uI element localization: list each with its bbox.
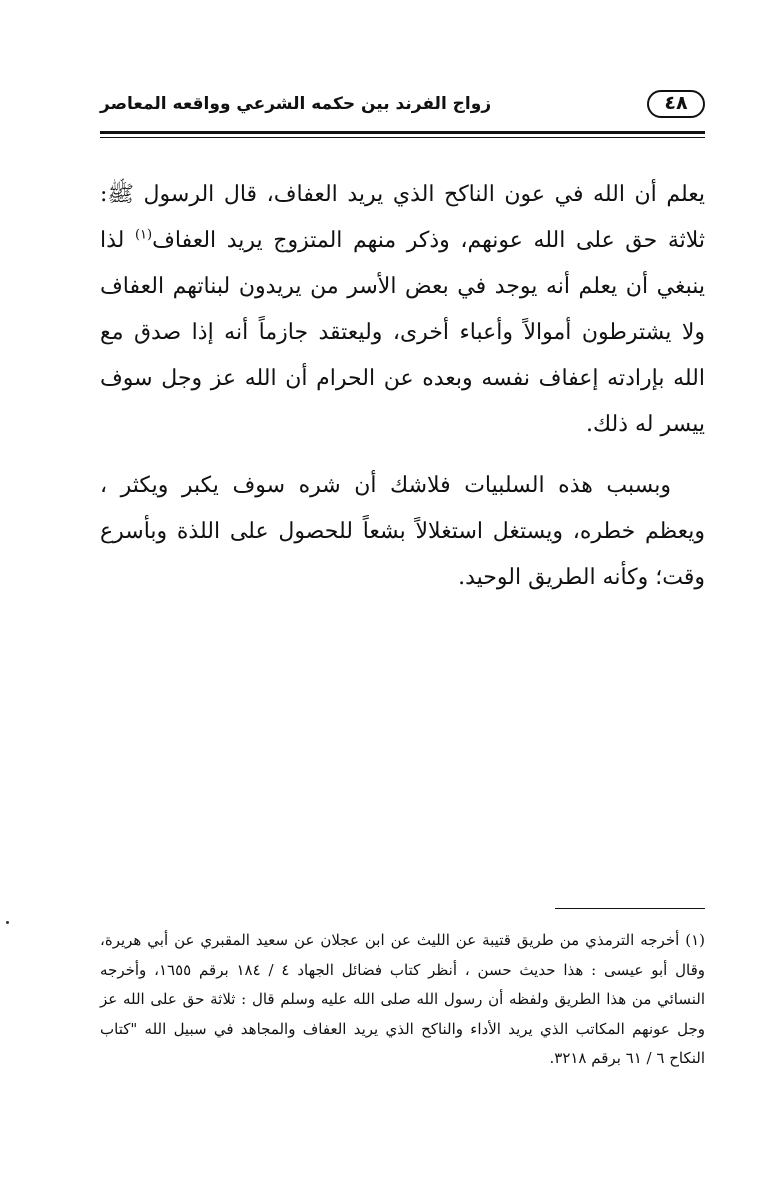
footnote-reference[interactable]: (١) xyxy=(134,227,153,243)
running-title: زواج الفرند بين حكمه الشرعي وواقعه المعاصر xyxy=(100,94,492,114)
footnote-text: أخرجه الترمذي من طريق قتيبة عن الليث عن ابن عجلان عن سعيد المقبري عن أبي هريرة، وقال أبو عيسى : هذا حديث حسن ، أنظر كتاب فضائل الجهاد ٤ / ١٨٤ برقم ١٦٥٥، وأخرجه النسائي من هذا الطريق ولفظه أن رسول الله صلى الله عليه وسلم قال : ثلاثة حق على الله عز وجل عونهم المكاتب الذي يريد الأداء والناكح الذي يريد العفاف والمجاهد في سبيل الله "كتاب النكاح ٦ / ٦١ برقم ٣٢١٨. xyxy=(100,931,706,1067)
paragraph-1 xyxy=(100,172,705,448)
footnotes xyxy=(100,926,705,1074)
footnote-1 xyxy=(100,926,705,1074)
page-number: ٤٨ xyxy=(647,90,705,118)
header-rule-thin xyxy=(100,137,705,138)
page-header xyxy=(100,88,705,128)
header-rule-thick xyxy=(100,131,705,134)
footnote-marker: (١) xyxy=(685,931,705,949)
scan-speck xyxy=(6,921,9,924)
paragraph-1-text-b: لذا ينبغي أن يعلم أنه يوجد في بعض الأسر من يريدون لبناتهم العفاف ولا يشترطون أموالاً وأعباء أخرى، وليعتقد جازماً أنه إذا صدق مع الله بإرادته إعفاف نفسه وبعده عن الحرام أن الله عز وجل سوف ييسر له ذلك. xyxy=(100,228,705,437)
paragraph-1-text-a: يعلم أن الله في عون الناكح الذي يريد العفاف، قال الرسول ﷺ: ثلاثة حق على الله عونهم، وذكر منهم المتزوج يريد العفاف xyxy=(100,182,705,253)
footnote-separator xyxy=(555,908,705,909)
body-text xyxy=(100,172,705,616)
paragraph-2: وبسبب هذه السلبيات فلاشك أن شره سوف يكبر ويكثر ، ويعظم خطره، ويستغل استغلالاً بشعاً للحصول على اللذة وبأسرع وقت؛ وكأنه الطريق الوحيد. xyxy=(100,473,705,590)
